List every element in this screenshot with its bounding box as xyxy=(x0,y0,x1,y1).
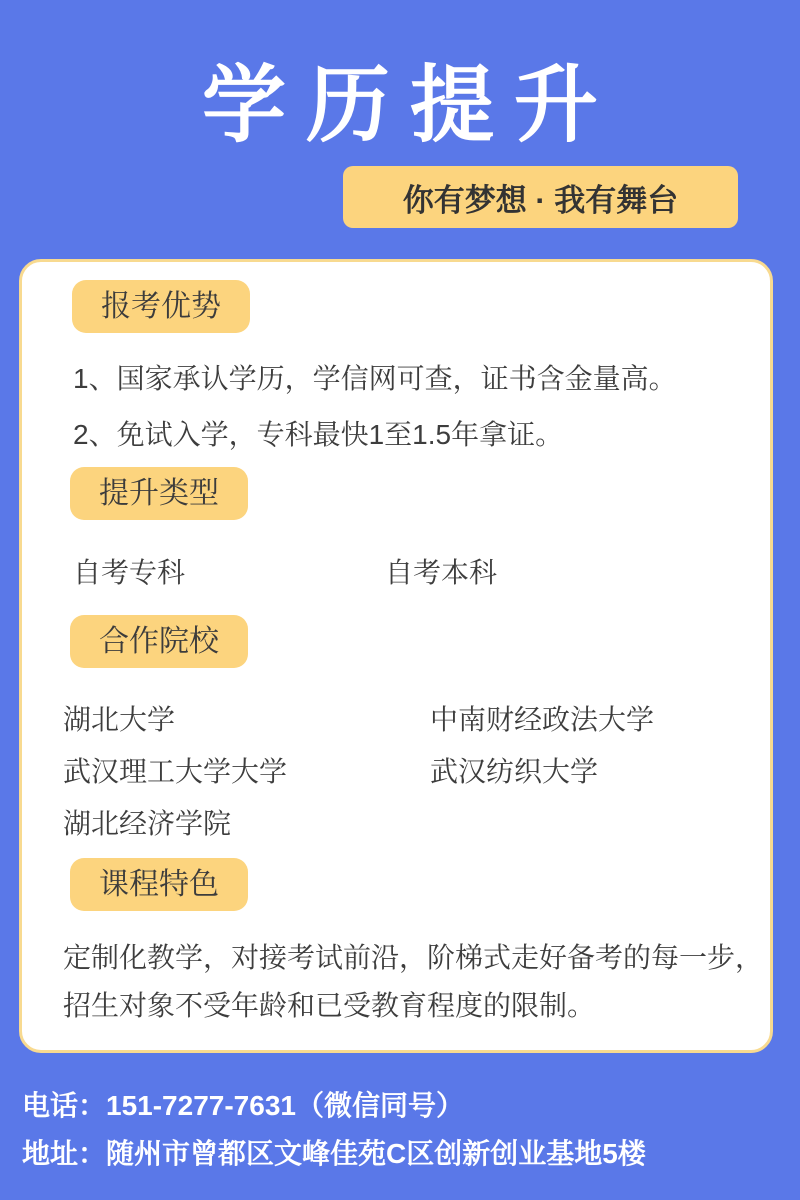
partner-university-2: 中南财经政法大学 xyxy=(430,704,655,735)
partner-university-5: 湖北经济学院 xyxy=(63,808,232,839)
footer-phone xyxy=(22,1084,464,1124)
type-option-zikao-zhuanke: 自考专科 xyxy=(73,557,186,588)
partner-university-1: 湖北大学 xyxy=(63,704,176,735)
advantage-item-2: 2、免试入学，专科最快1至1.5年拿证。 xyxy=(73,419,564,450)
address-label: 地址： xyxy=(22,1138,107,1169)
partner-university-4: 武汉纺织大学 xyxy=(430,756,599,787)
phone-number: 151-7277-7631（微信同号） xyxy=(106,1090,464,1121)
section-badge-features: 课程特色 xyxy=(70,858,248,911)
phone-label: 电话： xyxy=(22,1090,107,1121)
section-badge-advantages: 报考优势 xyxy=(72,280,250,333)
section-badge-partners: 合作院校 xyxy=(70,615,248,668)
page-title-text: 学历提升 xyxy=(201,55,618,154)
advantage-item-1: 1、国家承认学历，学信网可查，证书含金量高。 xyxy=(73,363,677,394)
type-option-zikao-benke: 自考本科 xyxy=(385,557,498,588)
content-card xyxy=(19,259,773,1053)
page-title xyxy=(0,38,800,159)
partner-university-3: 武汉理工大学大学 xyxy=(63,756,288,787)
slogan-banner xyxy=(343,166,738,228)
feature-line-1: 定制化教学，对接考试前沿，阶梯式走好备考的每一步， xyxy=(63,942,764,973)
feature-line-2: 招生对象不受年龄和已受教育程度的限制。 xyxy=(63,990,596,1021)
footer-address xyxy=(22,1132,646,1172)
address-text: 随州市曾都区文峰佳苑C区创新创业基地5楼 xyxy=(106,1138,646,1169)
section-badge-types: 提升类型 xyxy=(70,467,248,520)
slogan-text: 你有梦想 · 我有舞台 xyxy=(402,182,679,218)
